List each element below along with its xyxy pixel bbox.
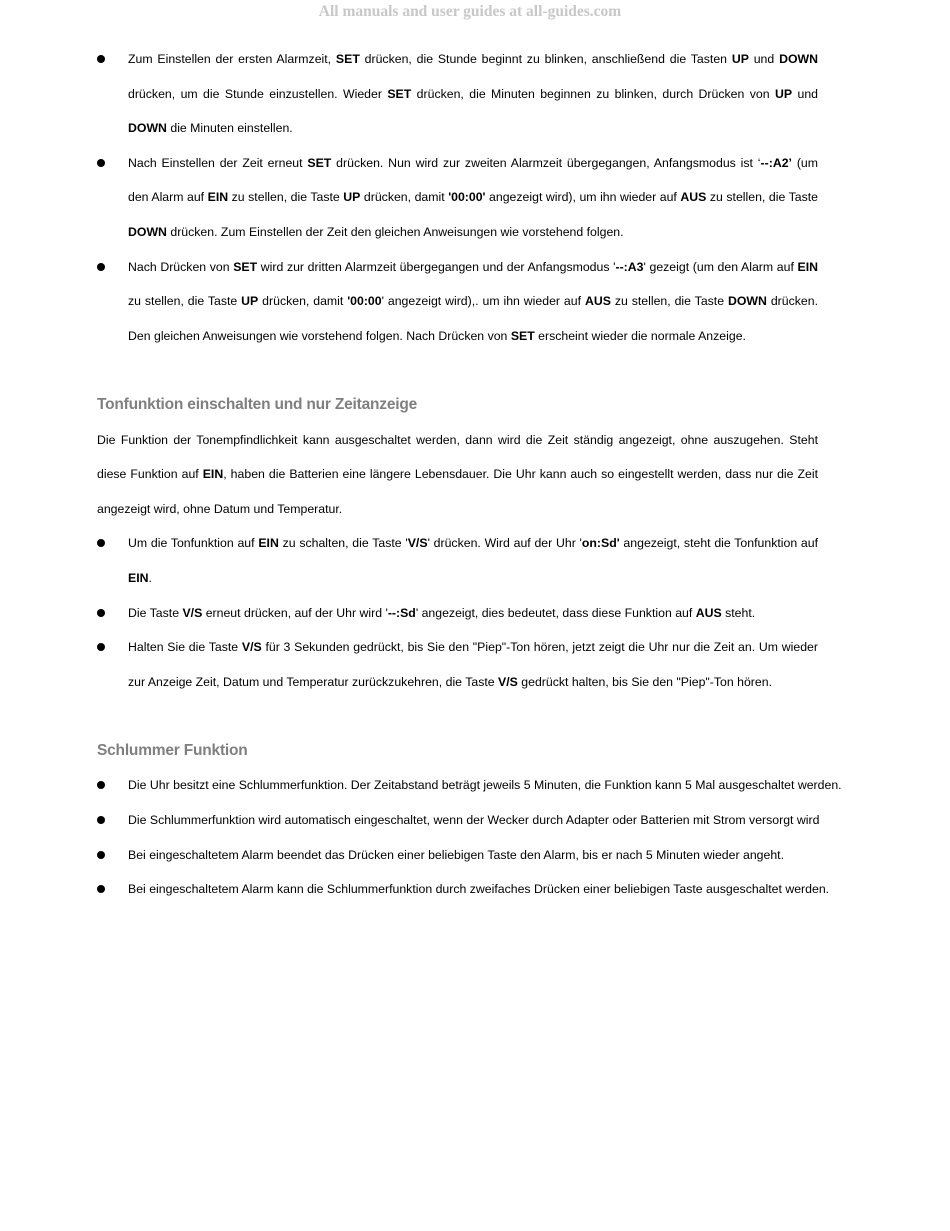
bold-term: on:Sd' [581, 536, 620, 551]
bold-term: V/S [182, 605, 203, 620]
document-body [97, 42, 842, 907]
bullet-text: Bei eingeschaltetem Alarm kann die Schlummerfunktion durch zweifaches Drücken einer beliebigen Taste ausgeschaltet werden. [128, 882, 830, 897]
list-item [97, 42, 818, 146]
bold-term: SET [307, 155, 332, 170]
bold-term: UP [241, 294, 259, 309]
bold-term: EIN [258, 536, 279, 551]
bold-term: AUS [695, 605, 722, 620]
bullet-icon [97, 885, 105, 893]
bold-term: --:A2’ [760, 155, 792, 170]
bullet-icon [97, 263, 105, 271]
list-item [97, 596, 818, 631]
bold-term: SET [387, 86, 412, 101]
schlummer-bullet-list [97, 768, 842, 906]
list-item [97, 838, 818, 873]
list-item [97, 768, 842, 803]
bold-term: DOWN [128, 224, 167, 239]
bullet-icon [97, 55, 105, 63]
paragraph-tonfunktion-intro: Die Funktion der Tonempfindlichkeit kann ausgeschaltet werden, dann wird die Zeit ständig angezeigt, ohne auszugehen. Steht diese Funktion auf EIN, haben die Batterien eine längere Lebensdauer. Die Uhr kann auch so eingestellt werden, dass nur die Zeit angezeigt wird, ohne Datum und Temperatur. [97, 432, 819, 516]
list-item [97, 630, 818, 699]
bold-term: SET [233, 259, 258, 274]
bold-term: V/S [498, 674, 518, 689]
bold-term: UP [774, 86, 793, 101]
bold-term: DOWN [128, 121, 167, 136]
bold-term: SET [510, 328, 535, 343]
list-item [97, 872, 830, 907]
bullet-text: Um die Tonfunktion auf EIN zu schalten, die Taste 'V/S' drücken. Wird auf der Uhr 'on:Sd' angezeigt, steht die Tonfunktion auf EIN. [128, 536, 819, 585]
bullet-text: Halten Sie die Taste V/S für 3 Sekunden gedrückt, bis Sie den "Piep"-Ton hören, jetzt zeigt die Uhr nur die Zeit an. Um wieder zur Anzeige Zeit, Datum und Temperatur zurückzukehren, die Taste V/S gedrückt halten, bis Sie den "Piep"-Ton hören. [128, 640, 818, 689]
bold-term: EIN [797, 259, 818, 274]
bold-term: --:A3 [615, 259, 644, 274]
bold-term: '00:00 [347, 294, 382, 309]
bullet-icon [97, 159, 105, 167]
bullet-icon [97, 643, 105, 651]
bold-term: UP [343, 190, 361, 205]
bullet-text: Bei eingeschaltetem Alarm beendet das Drücken einer beliebigen Taste den Alarm, bis er nach 5 Minuten wieder angeht. [128, 847, 785, 862]
bold-term: V/S [407, 536, 428, 551]
bullet-icon [97, 816, 105, 824]
bold-term: V/S [241, 640, 262, 655]
bold-term: SET [335, 52, 360, 66]
bold-term: UP [731, 52, 749, 66]
bold-term: EIN [202, 467, 224, 482]
list-item [97, 146, 818, 250]
section-heading-schlummer: Schlummer Funktion [97, 741, 248, 759]
section-heading-tonfunktion: Tonfunktion einschalten und nur Zeitanzeige [97, 395, 418, 413]
list-item [97, 803, 818, 838]
bullet-text: Nach Drücken von SET wird zur dritten Alarmzeit übergegangen und der Anfangsmodus '--:A3' gezeigt (um den Alarm auf EIN zu stellen, die Taste UP drücken, damit '00:00' angezeigt wird),. um ihn wieder auf AUS zu stellen, die Taste DOWN drücken. Den gleichen Anweisungen wie vorstehend folgen. Nach Drücken von SET erscheint wieder die normale Anzeige. [128, 259, 818, 343]
bold-term: AUS [680, 190, 707, 205]
bullet-icon [97, 781, 105, 789]
watermark-text: All manuals and user guides at all-guides.com [318, 3, 622, 20]
bold-term: EIN [128, 570, 149, 585]
bullet-icon [97, 539, 105, 547]
list-item [97, 526, 818, 595]
bullet-text: Die Taste V/S erneut drücken, auf der Uhr wird '--:Sd' angezeigt, dies bedeutet, dass diese Funktion auf AUS steht. [128, 605, 756, 620]
bullet-text: Zum Einstellen der ersten Alarmzeit, SET drücken, die Stunde beginnt zu blinken, anschließend die Tasten UP und DOWN drücken, um die Stunde einzustellen. Wieder SET drücken, die Minuten beginnen zu blinken, durch Drücken von UP und DOWN die Minuten einstellen. [128, 52, 818, 136]
bold-term: DOWN [727, 294, 767, 309]
bullet-text: Die Schlummerfunktion wird automatisch eingeschaltet, wenn der Wecker durch Adapter oder Batterien mit Strom versorgt wird [128, 813, 820, 828]
bold-term: DOWN [779, 52, 818, 66]
list-item [97, 250, 818, 354]
bold-term: '00:00' [448, 190, 486, 205]
bold-term: --:Sd [387, 605, 416, 620]
ton-bullet-list [97, 526, 818, 699]
bullet-text: Die Uhr besitzt eine Schlummerfunktion. Der Zeitabstand beträgt jeweils 5 Minuten, die Funktion kann 5 Mal ausgeschaltet werden. [128, 778, 842, 793]
bullet-icon [97, 851, 105, 859]
bold-term: EIN [207, 190, 229, 205]
bold-term: AUS [584, 294, 611, 309]
bullet-text: Nach Einstellen der Zeit erneut SET drücken. Nun wird zur zweiten Alarmzeit übergegangen, Anfangsmodus ist ‘--:A2’ (um den Alarm auf EIN zu stellen, die Taste UP drücken, damit '00:00' angezeigt wird), um ihn wieder auf AUS zu stellen, die Taste DOWN drücken. Zum Einstellen der Zeit den gleichen Anweisungen wie vorstehend folgen. [128, 155, 818, 239]
bullet-icon [97, 609, 105, 617]
alarm-bullet-list [97, 42, 818, 353]
